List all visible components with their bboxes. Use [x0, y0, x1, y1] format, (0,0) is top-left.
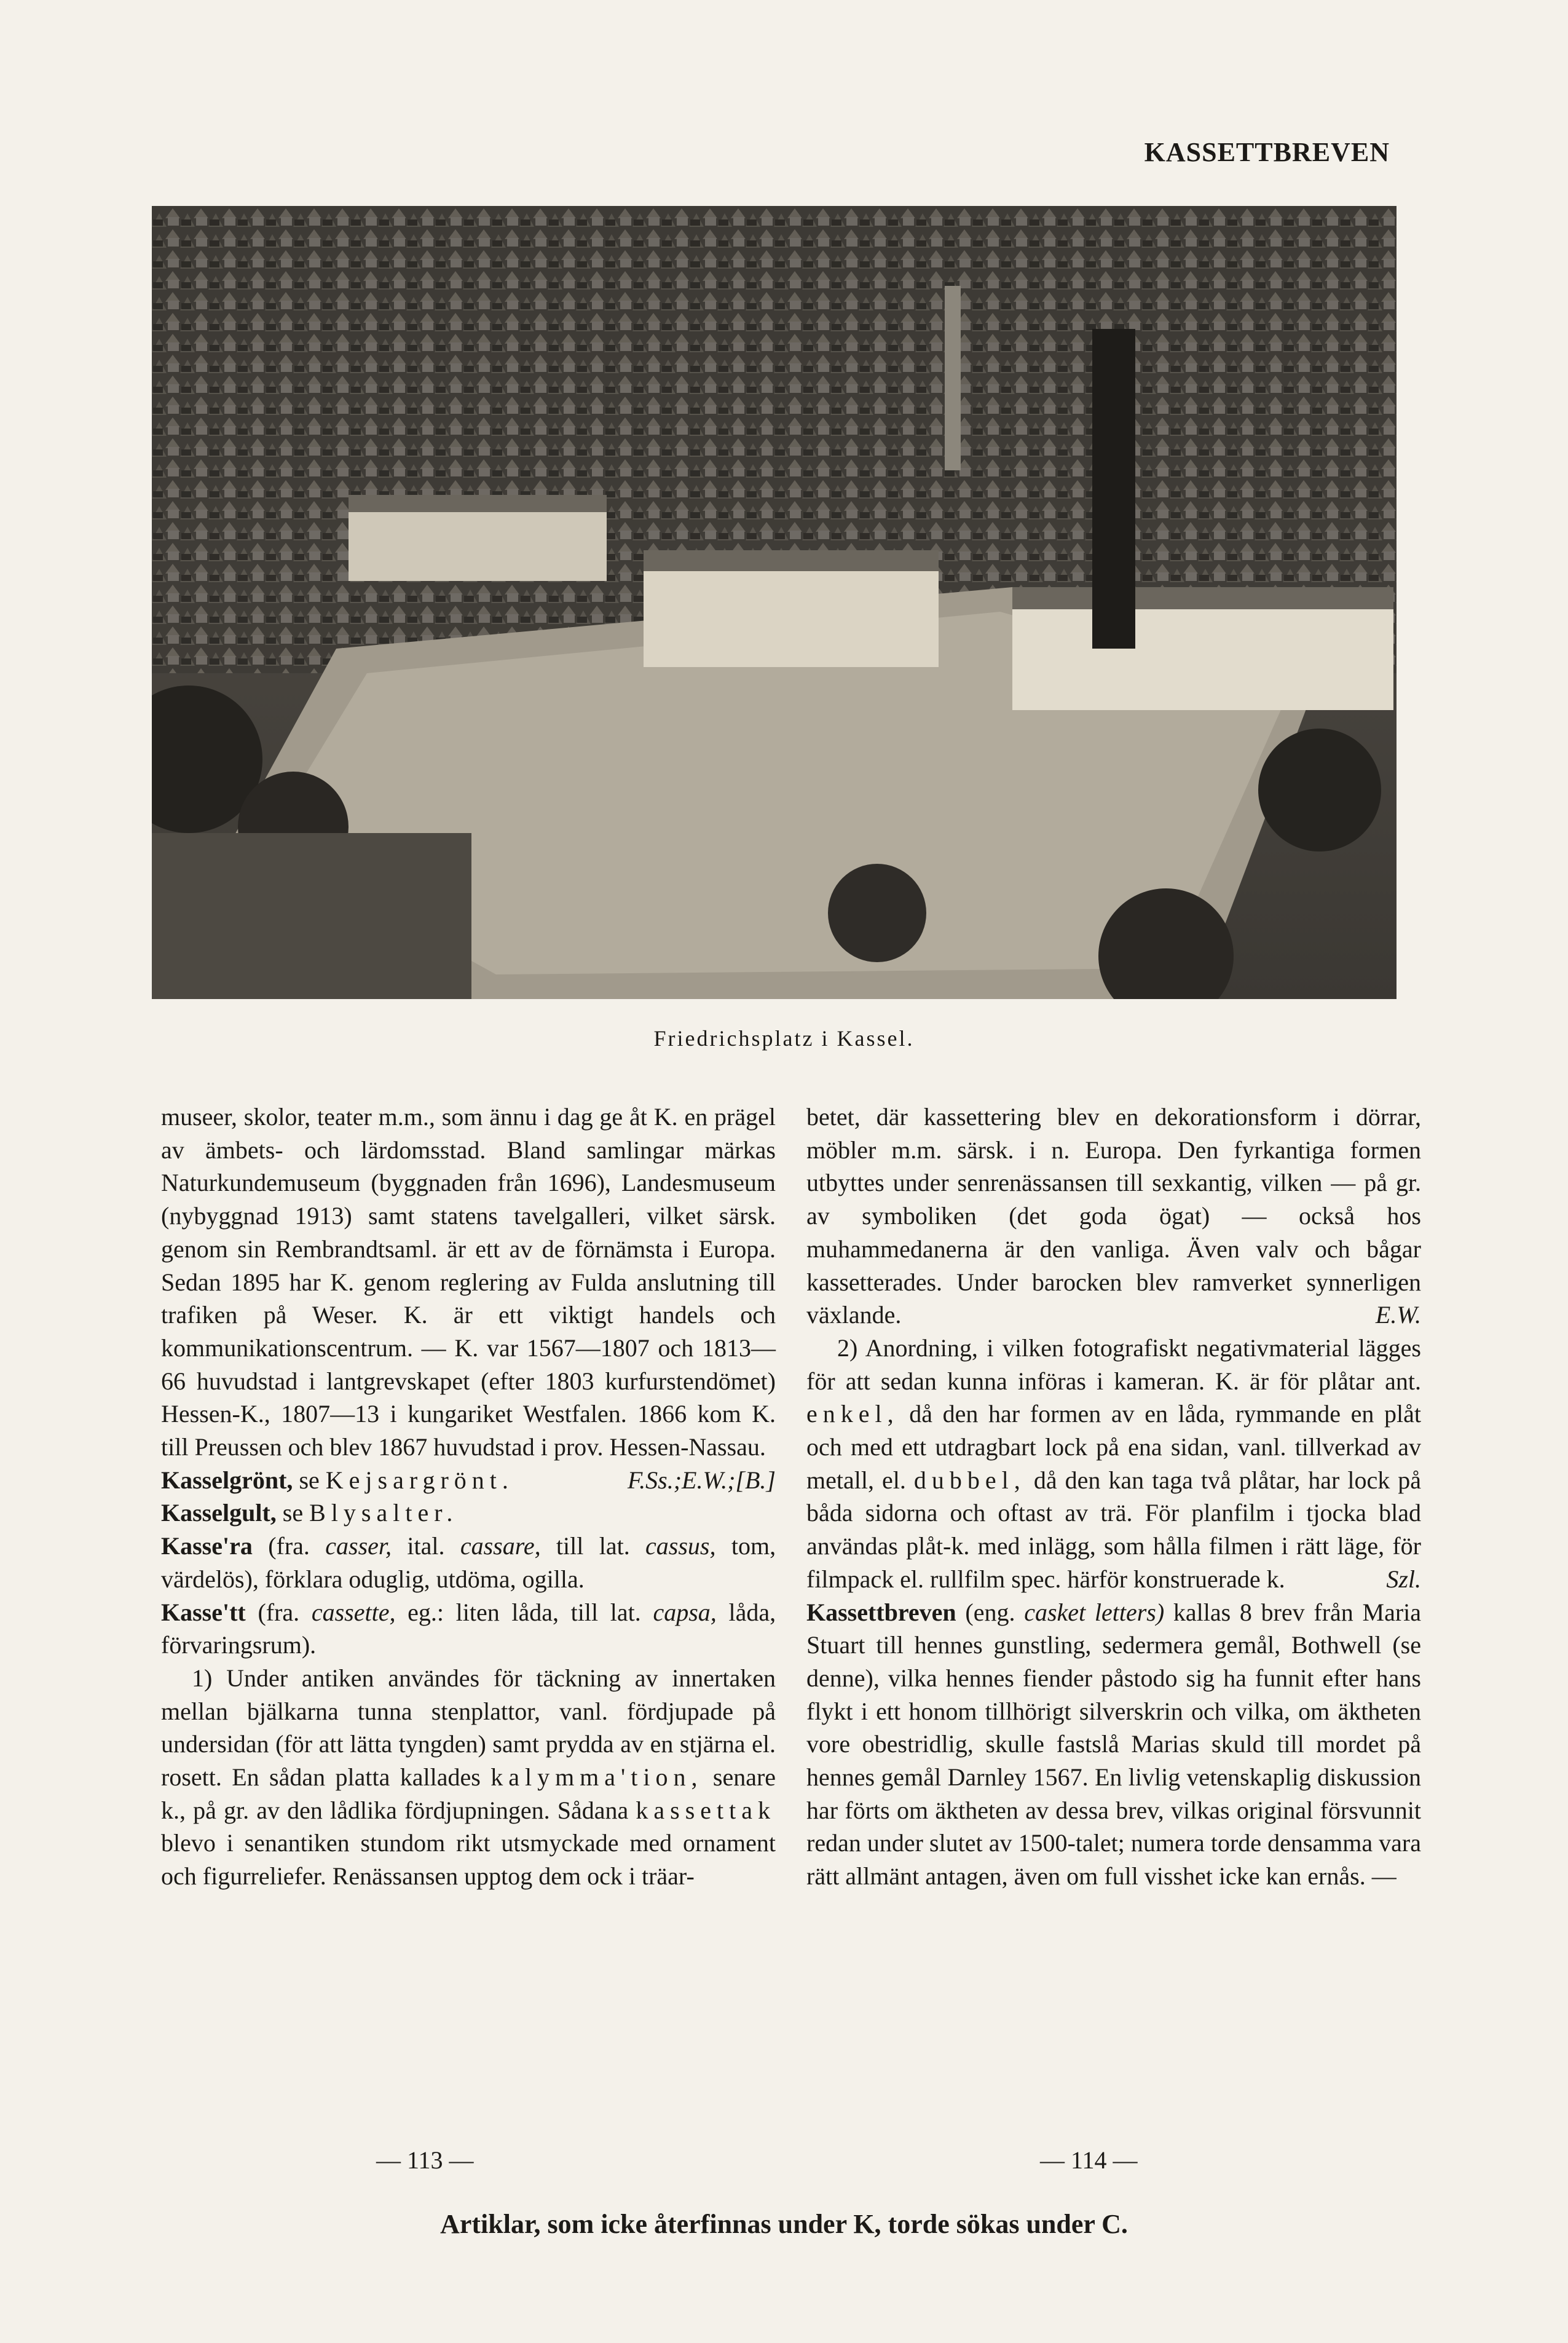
page-number-right: — 114 — — [1040, 2146, 1138, 2174]
footer-note: Artiklar, som icke återfinnas under K, torde sökas under C. — [440, 2209, 1128, 2239]
paragraph: museer, skolor, teater m.m., som ännu i dag ge åt K. en prägel av ämbets- och lärdomsstad. Bland samlingar märkas Naturkundemuseum (byggnaden från 1696), Landesmuseum (nybyggnad 1913) samt statens tavelgalleri, vilket särsk. genom sin Rembrandtsaml. är ett av de förnämsta i Europa. Sedan 1895 har K. genom reglering av Fulda anslutning till trafiken på Weser. K. är ett viktigt handels och kommunikationscentrum. — K. var 1567—1807 och 1813—66 huvudstad i lantgrevskapet (efter 1803 kurfurstendömet) Hessen-K., 1807—13 i kungariket Westfalen. 1866 kom K. till Preussen och blev 1867 huvudstad i prov. Hessen-Nassau. F.Ss.;E.W.;[B.] — [161, 1103, 776, 1494]
page-number-left: — 113 — — [376, 2146, 474, 2174]
paragraph: 1) Under antiken användes för täckning av innertaken mellan bjälkarna tunna stenplattor, vanl. fördjupade på undersidan (för att lätta tyngden) samt prydda av en stjärna el. rosett. En sådan platta kallades kalymma'tion, senare k., på gr. av den lådlika fördjupningen. Sådana kassettak blevo i senantiken stundom rikt utsmyckade med ornament och figurreliefer. Renässansen upptog dem ock i träar- — [161, 1664, 776, 1891]
aerial-city-photo — [152, 206, 1397, 999]
paragraph: betet, där kassettering blev en dekorationsform i dörrar, möbler m.m. särsk. i n. Europa. Den fyrkantiga formen utbyttes under senrenässansen till sexkantig, vilken — på gr. av symboliken (det goda ögat) — också hos muhammedanerna är den vanliga. Även valv och bågar kassetterades. Under barocken blev ramverket synnerligen växlande. E.W. — [806, 1103, 1421, 1329]
entry-kassera: Kasse'ra (fra. casser, ital. cassare, till lat. cassus, tom, värdelös), förklara oduglig, utdöma, ogilla. — [161, 1532, 776, 1593]
entry-kasselgront: Kasselgrönt, se Kejsargrönt. — [161, 1466, 514, 1494]
entry-kassettbreven: Kassettbreven (eng. casket letters) kallas 8 brev från Maria Stuart till hennes gunstling, sedermera gemål, Bothwell (se denne), vilka hennes fiender påstodo sig ha funnit efter hans flykt i ett honom tillhörigt silverskrin och vilka, om äktheten vore obestridlig, skulle fastslå Marias skuld till mordet på hennes gemål Darnley 1567. En livlig vetenskaplig diskussion har förts om äktheten av dessa brev, vilkas original försvunnit redan under slutet av 1500-talet; numera torde densamma vara rätt allmänt antagen, även om full visshet icke kan ernås. — — [806, 1598, 1422, 1891]
running-head: KASSETTBREVEN — [1144, 137, 1390, 167]
paragraph: 2) Anordning, i vilken fotografiskt negativmaterial lägges för att sedan kunna införas i kameran. K. är för plåtar ant. enkel, då den har formen av en låda, rymmande en plåt och med ett utdragbart lock på ena sidan, vanl. tillverkad av metall, el. dubbel, då den kan taga två plåtar, har lock på båda sidorna och oftast av trä. För planfilm i tjocka blad användas plåt-k. med inlägg, som hålla filmen i rätt läge, för filmpack el. rullfilm spec. härför konstruerade k. Szl. — [806, 1333, 1422, 1593]
entry-kasselgult: Kasselgult, se Blysalter. — [161, 1499, 459, 1527]
left-column — [161, 1100, 776, 1893]
photo-caption: Friedrichsplatz i Kassel. — [653, 1026, 915, 1051]
entry-kassett: Kasse'tt (fra. cassette, eg.: liten låda, till lat. capsa, låda, förvaringsrum). — [161, 1598, 776, 1659]
right-column — [806, 1100, 1421, 1893]
photo-illustration — [152, 206, 1397, 999]
